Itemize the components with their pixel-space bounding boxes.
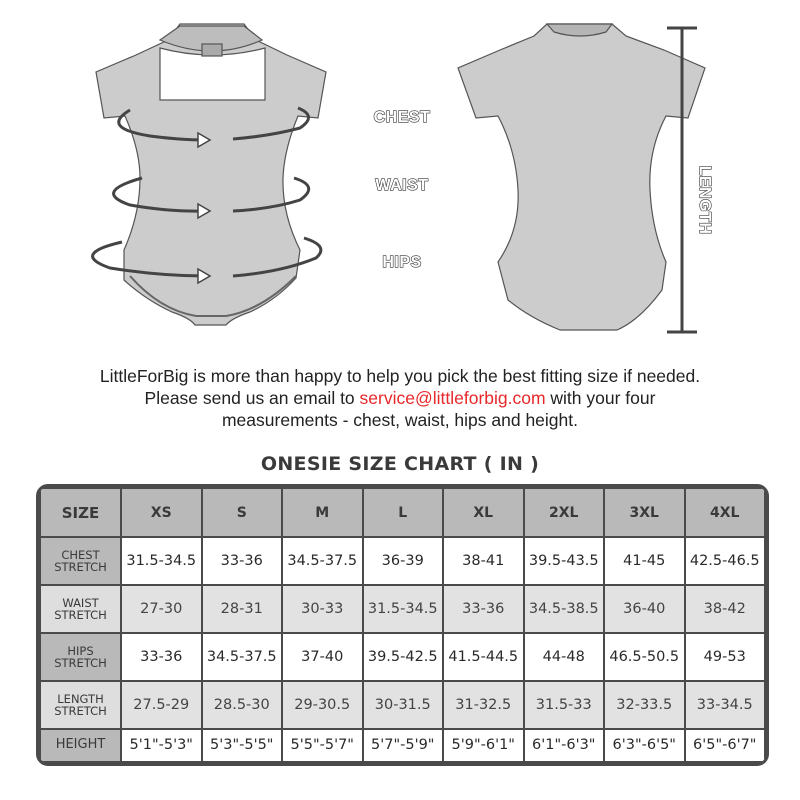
table-cell: 30-31.5	[363, 681, 444, 729]
table-cell: 5'7"-5'9"	[363, 729, 444, 762]
table-cell: 6'5"-6'7"	[685, 729, 766, 762]
col-header: M	[282, 488, 363, 537]
table-cell: 5'5"-5'7"	[282, 729, 363, 762]
header-row	[40, 488, 765, 537]
row-header	[40, 585, 121, 633]
help-text	[0, 365, 800, 431]
table-cell: 36-39	[363, 537, 444, 585]
table-cell: 32-33.5	[604, 681, 685, 729]
col-header: L	[363, 488, 444, 537]
row-header	[40, 729, 121, 762]
table-row-height	[40, 729, 765, 762]
table-cell: 49-53	[685, 633, 766, 681]
table-cell: 29-30.5	[282, 681, 363, 729]
table-cell: 6'3"-6'5"	[604, 729, 685, 762]
table-cell: 46.5-50.5	[604, 633, 685, 681]
row-label-bottom: STRETCH	[54, 559, 107, 574]
col-header: 2XL	[524, 488, 605, 537]
help-line-1: LittleForBig is more than happy to help you pick the best fitting size if needed.	[99, 366, 701, 386]
garment-illustration	[0, 0, 800, 350]
table-cell: 36-40	[604, 585, 685, 633]
help-line-2	[0, 387, 800, 409]
table-cell: 38-41	[443, 537, 524, 585]
table-cell: 5'9"-6'1"	[443, 729, 524, 762]
table-cell: 38-42	[685, 585, 766, 633]
row-label-top: WAIST	[62, 595, 99, 610]
table-cell: 34.5-37.5	[202, 633, 283, 681]
col-header: 3XL	[604, 488, 685, 537]
table-cell: 37-40	[282, 633, 363, 681]
table-cell: 31.5-34.5	[121, 537, 202, 585]
row-label-top: HIPS	[67, 643, 94, 658]
table-cell: 5'1"-5'3"	[121, 729, 202, 762]
table-cell: 41-45	[604, 537, 685, 585]
row-label-bottom: STRETCH	[54, 607, 107, 622]
table-row-chest	[40, 537, 765, 585]
table-cell: 28.5-30	[202, 681, 283, 729]
row-label-bottom: STRETCH	[54, 655, 107, 670]
col-header: XS	[121, 488, 202, 537]
col-header: XL	[443, 488, 524, 537]
col-header: S	[202, 488, 283, 537]
row-label-top: HEIGHT	[55, 737, 106, 753]
row-header	[40, 681, 121, 729]
table-cell: 34.5-37.5	[282, 537, 363, 585]
table-cell: 28-31	[202, 585, 283, 633]
onesie-back-drawing	[458, 24, 705, 330]
corner-header: SIZE	[40, 488, 121, 537]
table-cell: 33-34.5	[685, 681, 766, 729]
email-link[interactable]: service@littleforbig.com	[359, 388, 546, 408]
table-cell: 44-48	[524, 633, 605, 681]
help-line-2-start: Please send us an email to	[144, 388, 360, 408]
table-row-waist	[40, 585, 765, 633]
table-cell: 31.5-34.5	[363, 585, 444, 633]
table-cell: 42.5-46.5	[685, 537, 766, 585]
chest-label: CHEST	[373, 109, 431, 126]
col-header: 4XL	[685, 488, 766, 537]
row-header	[40, 537, 121, 585]
table-cell: 31-32.5	[443, 681, 524, 729]
table-cell: 39.5-42.5	[363, 633, 444, 681]
length-label: LENGTH	[696, 165, 713, 235]
waist-label: WAIST	[375, 177, 429, 194]
table-cell: 33-36	[121, 633, 202, 681]
onesie-front-drawing	[96, 24, 326, 325]
table-cell: 39.5-43.5	[524, 537, 605, 585]
table-cell: 27-30	[121, 585, 202, 633]
table-cell: 41.5-44.5	[443, 633, 524, 681]
row-label-top: CHEST	[61, 547, 100, 562]
hips-label: HIPS	[382, 254, 422, 271]
size-chart-table	[36, 484, 769, 766]
row-header	[40, 633, 121, 681]
table-row-hips	[40, 633, 765, 681]
table-cell: 33-36	[202, 537, 283, 585]
table-cell: 31.5-33	[524, 681, 605, 729]
help-line-3: measurements - chest, waist, hips and height.	[221, 410, 578, 430]
chart-title: ONESIE SIZE CHART ( IN )	[260, 453, 540, 475]
table-row-length	[40, 681, 765, 729]
table-cell: 27.5-29	[121, 681, 202, 729]
table-cell: 30-33	[282, 585, 363, 633]
table-cell: 33-36	[443, 585, 524, 633]
table-cell: 6'1"-6'3"	[524, 729, 605, 762]
help-line-2-end: with your four	[545, 388, 656, 408]
table-cell: 5'3"-5'5"	[202, 729, 283, 762]
table-cell: 34.5-38.5	[524, 585, 605, 633]
row-label-top: LENGTH	[57, 691, 104, 706]
row-label-bottom: STRETCH	[54, 703, 107, 718]
